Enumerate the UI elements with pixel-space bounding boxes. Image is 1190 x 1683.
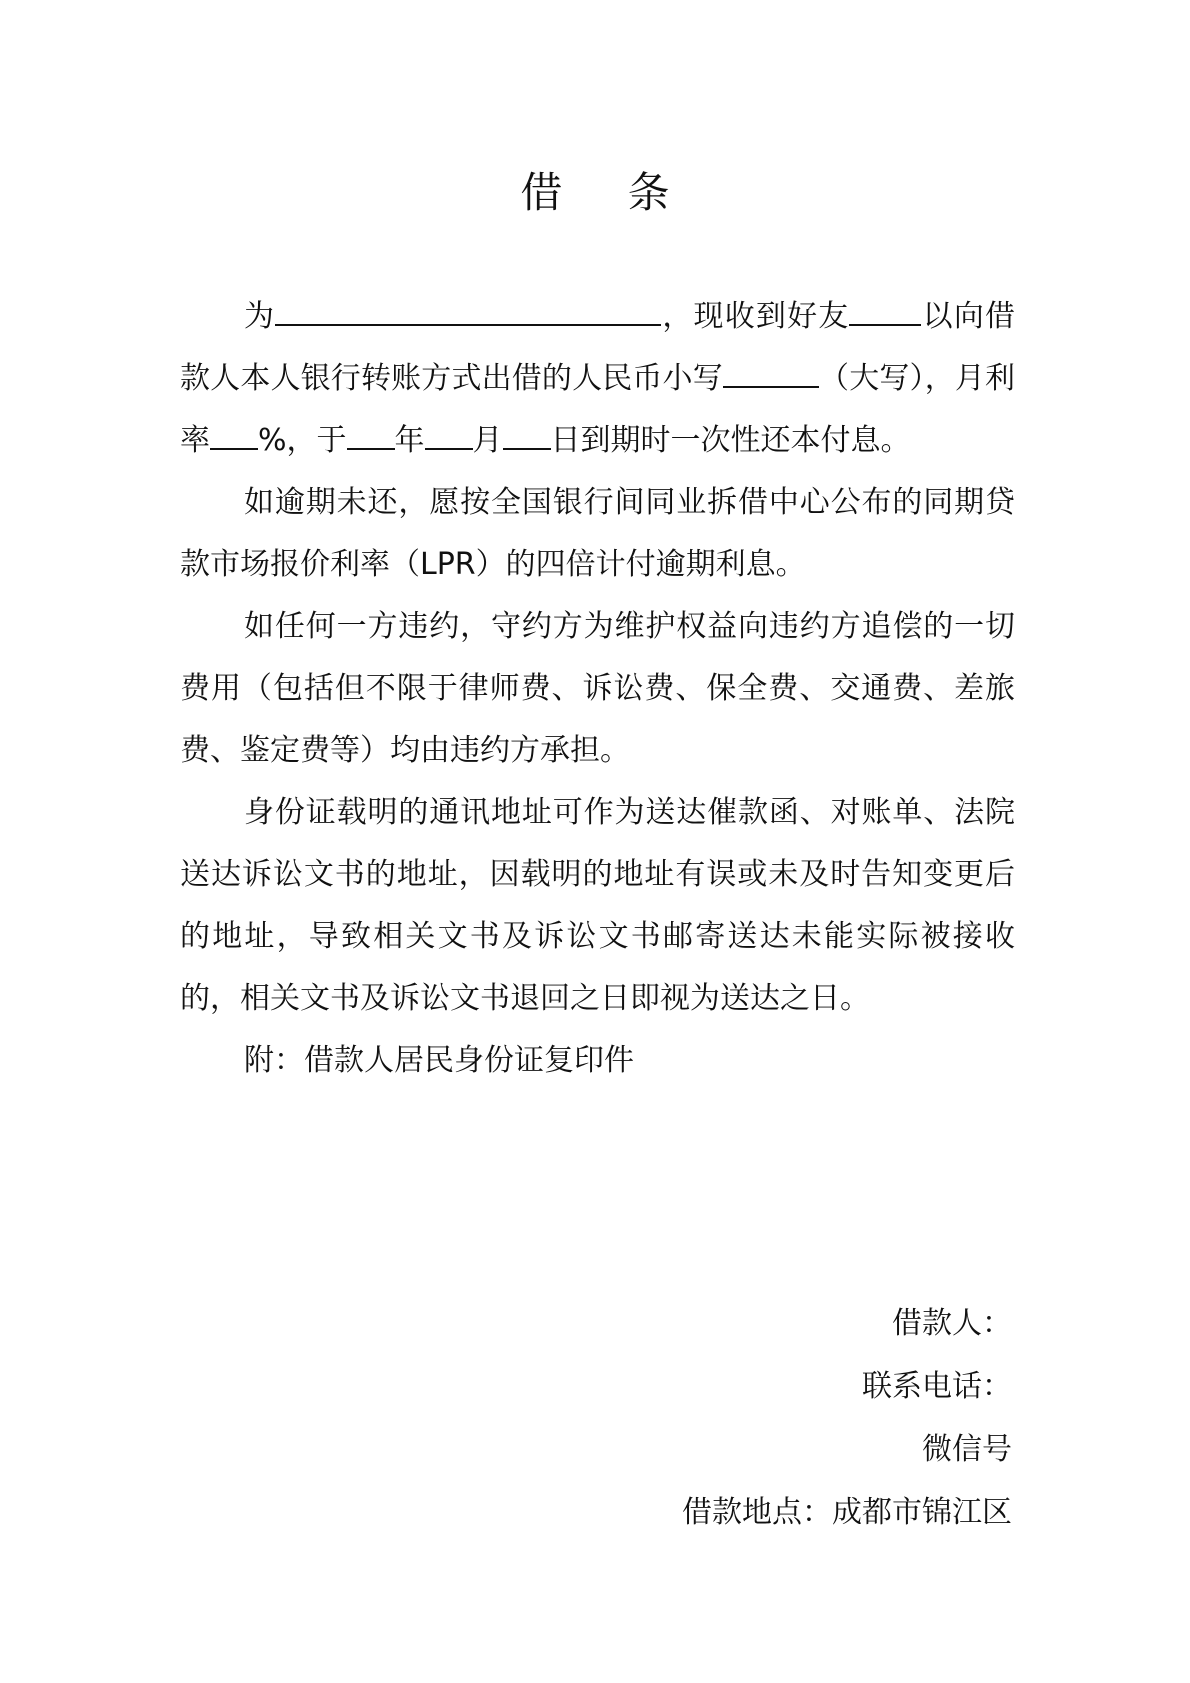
phone-label: 联系电话： <box>862 1369 1012 1404</box>
text-segment: （大写） <box>818 361 925 396</box>
paragraph-service-address: 身份证载明的通讯地址可作为送达催款函、对账单、法院送达诉讼文书的地址，因载明的地址有误或未及时告知变更后的地址，导致相关文书及诉讼文书邮寄送达未能实际被接收的，相关文书及诉讼文书退回之日即视为送达之日。 <box>180 795 1015 1016</box>
text-segment: ，月利率 <box>180 361 1016 458</box>
text-segment: 月 <box>472 423 503 458</box>
text-segment: %，于 <box>258 423 347 458</box>
document-title: 借 条 <box>520 168 696 217</box>
text-segment: 日到期时一次性还本付息。 <box>550 423 911 458</box>
signature-block <box>682 1292 1012 1544</box>
text-segment: ，现收到好友 <box>661 299 850 334</box>
day-blank <box>503 420 551 450</box>
paragraph-overdue-interest: 如逾期未还，愿按全国银行间同业拆借中心公布的同期贷款市场报价利率（LPR）的四倍计付逾期利息。 <box>180 485 1015 582</box>
wechat-label: 微信号 <box>922 1432 1012 1467</box>
amount-lowercase-blank <box>723 358 819 388</box>
month-blank <box>425 420 473 450</box>
borrower-label: 借款人： <box>892 1306 1012 1341</box>
year-blank <box>347 420 395 450</box>
text-segment: 年 <box>394 423 425 458</box>
paragraph-attachment: 附：借款人居民身份证复印件 <box>244 1043 634 1078</box>
paragraph-breach-costs: 如任何一方违约，守约方为维护权益向违约方追偿的一切费用（包括但不限于律师费、诉讼费、保全费、交通费、差旅费、鉴定费等）均由违约方承担。 <box>180 609 1015 768</box>
monthly-rate-blank <box>210 420 258 450</box>
paragraph-loan-terms <box>180 286 1015 472</box>
loan-location: 借款地点：成都市锦江区 <box>682 1495 1012 1530</box>
text-segment: 为 <box>244 299 276 334</box>
lender-name-blank <box>849 296 921 326</box>
text-segment: 以向借款人本人银行转账方式出借的人民币小写 <box>180 299 1016 396</box>
purpose-blank <box>275 296 661 326</box>
document-body <box>180 286 1015 1092</box>
